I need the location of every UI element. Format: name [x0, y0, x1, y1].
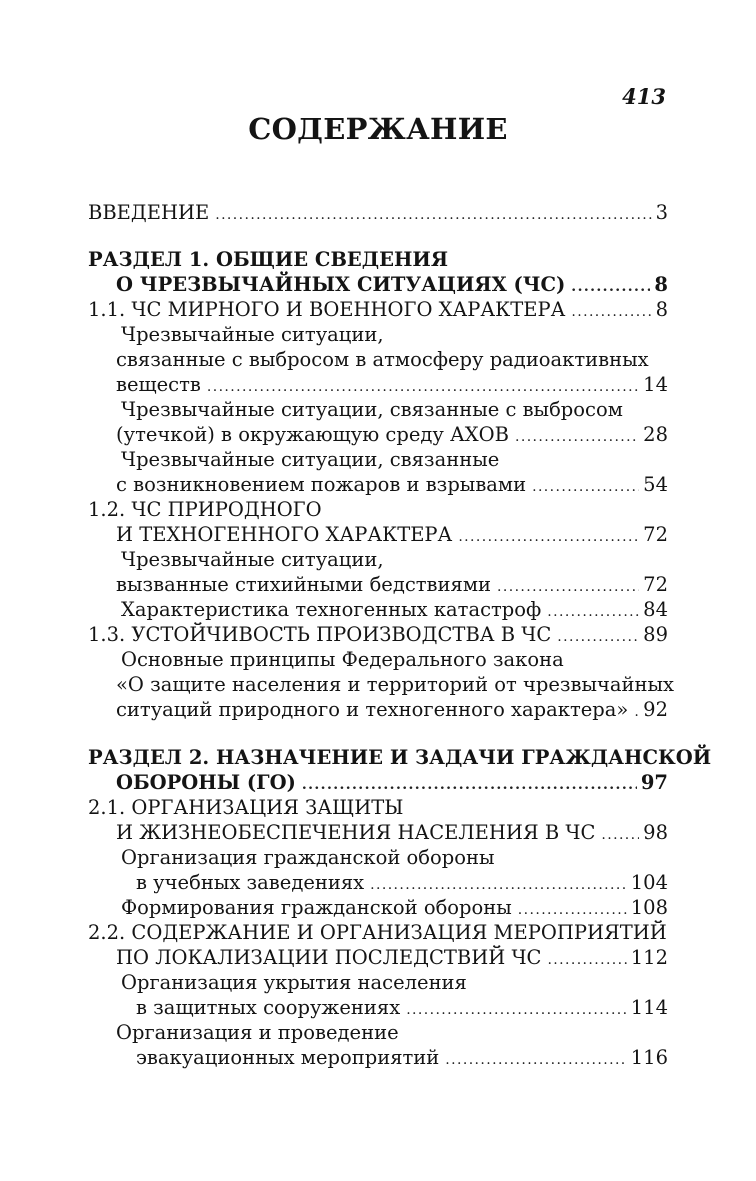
toc-entry-label: Основные принципы Федерального закона [121, 648, 564, 671]
toc-subentry-1-3-a[interactable] [88, 647, 668, 672]
toc-subentry-2-1-a-end[interactable] [88, 870, 668, 895]
toc-entry-label: ВВЕДЕНИЕ [88, 201, 210, 224]
toc-entry-label: Организация укрытия населения [121, 971, 467, 994]
toc-subentry-2-1-a[interactable] [88, 845, 668, 870]
toc-entry-1-2-end[interactable] [88, 522, 668, 547]
toc-entry-label: Чрезвычайные ситуации, [121, 548, 384, 571]
toc-entry-1-2[interactable] [88, 497, 668, 522]
toc-entry-label: Чрезвычайные ситуации, [121, 323, 384, 346]
toc-page-number: 89 [643, 623, 668, 646]
toc-entry-label: Чрезвычайные ситуации, связанные с выбросом [121, 398, 623, 421]
toc-entry-1-1[interactable] [88, 297, 668, 322]
toc-section-1-title-cont[interactable] [88, 272, 668, 297]
toc-entry-label: ПО ЛОКАЛИЗАЦИИ ПОСЛЕДСТВИЙ ЧС [116, 946, 542, 969]
toc-page-number: 112 [630, 946, 668, 969]
toc-subentry-2-2-b-end[interactable] [88, 1045, 668, 1070]
toc-entry-label: РАЗДЕЛ 1. ОБЩИЕ СВЕДЕНИЯ [88, 248, 449, 271]
toc-entry-label: Формирования гражданской обороны [121, 896, 512, 919]
toc-entry-label: 1.2. ЧС ПРИРОДНОГО [88, 498, 322, 521]
toc-page-number: 104 [630, 871, 668, 894]
toc-subentry-1-1-b-end[interactable] [88, 422, 668, 447]
dot-leader [515, 425, 639, 450]
toc-page-number: 116 [630, 1046, 668, 1069]
toc-section-1-title[interactable] [88, 247, 668, 272]
toc-entry-label: ОБОРОНЫ (ГО) [116, 771, 296, 794]
toc-subentry-2-1-b[interactable] [88, 895, 668, 920]
toc-subentry-1-1-a[interactable] [88, 322, 668, 347]
dot-leader [547, 600, 639, 625]
toc-subentry-1-1-a-cont[interactable] [88, 347, 668, 372]
dot-leader [571, 300, 651, 325]
toc-page-number: 108 [630, 896, 668, 919]
toc-entry-label: 1.1. ЧС МИРНОГО И ВОЕННОГО ХАРАКТЕРА [88, 298, 566, 321]
toc-entry-1-3[interactable] [88, 622, 668, 647]
toc-entry-2-1-end[interactable] [88, 820, 668, 845]
toc-subentry-2-2-a-end[interactable] [88, 995, 668, 1020]
toc-section-2-title[interactable] [88, 745, 712, 770]
toc-entry-label: 1.3. УСТОЙЧИВОСТЬ ПРОИЗВОДСТВА В ЧС [88, 623, 552, 646]
toc-entry-label: с возникновением пожаров и взрывами [116, 473, 527, 496]
toc-entry-label: 2.2. СОДЕРЖАНИЕ И ОРГАНИЗАЦИЯ МЕРОПРИЯТИЙ [88, 921, 667, 944]
toc-entry-2-2[interactable] [88, 920, 668, 945]
toc-entry-label: «О защите населения и территорий от чрезвычайных [116, 673, 675, 696]
toc-page-number: 92 [643, 698, 668, 721]
toc-subentry-1-3-a-end[interactable] [88, 697, 668, 722]
toc-entry-label: И ЖИЗНЕОБЕСПЕЧЕНИЯ НАСЕЛЕНИЯ В ЧС [116, 821, 596, 844]
toc-entry-2-2-end[interactable] [88, 945, 668, 970]
toc-page-number: 54 [643, 473, 668, 496]
toc-entry-label: О ЧРЕЗВЫЧАЙНЫХ СИТУАЦИЯХ (ЧС) [116, 273, 566, 296]
toc-entry-label: эвакуационных мероприятий [136, 1046, 440, 1069]
toc-section-2-title-cont[interactable] [88, 770, 668, 795]
toc-page-number: 28 [643, 423, 668, 446]
toc-entry-label: Характеристика техногенных катастроф [121, 598, 542, 621]
dot-leader [458, 525, 639, 550]
toc-subentry-1-2-b[interactable] [88, 597, 668, 622]
toc-entry-label: 2.1. ОРГАНИЗАЦИЯ ЗАЩИТЫ [88, 796, 404, 819]
dot-leader [571, 275, 650, 300]
toc-subentry-1-1-c[interactable] [88, 447, 668, 472]
dot-leader [634, 700, 639, 725]
toc-page-number: 3 [655, 201, 668, 224]
toc-entry-label: вызванные стихийными бедствиями [116, 573, 492, 596]
dot-leader [406, 998, 627, 1023]
toc-subentry-2-2-b[interactable] [88, 1020, 668, 1045]
toc-subentry-1-1-c-end[interactable] [88, 472, 668, 497]
dot-leader [547, 948, 626, 973]
dot-leader [532, 475, 639, 500]
toc-page-number: 8 [655, 298, 668, 321]
toc-entry-2-1[interactable] [88, 795, 668, 820]
toc-subentry-1-3-a-cont[interactable] [88, 672, 675, 697]
toc-subentry-1-2-a-end[interactable] [88, 572, 668, 597]
toc-page-number: 98 [643, 821, 668, 844]
toc-page-number: 114 [630, 996, 668, 1019]
dot-leader [601, 823, 639, 848]
toc-entry-intro[interactable] [88, 200, 668, 225]
toc-page-number: 84 [643, 598, 668, 621]
toc-entry-label: Организация гражданской обороны [121, 846, 495, 869]
toc-entry-label: в учебных заведениях [136, 871, 365, 894]
toc-entry-label: (утечкой) в окружающую среду АХОВ [116, 423, 509, 446]
spacer [88, 722, 668, 745]
spacer [88, 225, 668, 247]
toc-entry-label: И ТЕХНОГЕННОГО ХАРАКТЕРА [116, 523, 453, 546]
toc-page-number: 72 [643, 523, 668, 546]
toc-subentry-2-2-a[interactable] [88, 970, 668, 995]
toc-entry-label: в защитных сооружениях [136, 996, 401, 1019]
toc-entry-label: Чрезвычайные ситуации, связанные [121, 448, 500, 471]
toc-page-number: 8 [654, 273, 668, 296]
table-of-contents [88, 200, 712, 1070]
page-title: СОДЕРЖАНИЕ [248, 112, 508, 146]
toc-entry-label: РАЗДЕЛ 2. НАЗНАЧЕНИЕ И ЗАДАЧИ ГРАЖДАНСКОЙ [88, 746, 712, 769]
dot-leader [445, 1048, 626, 1073]
page-number: 413 [622, 84, 666, 109]
toc-entry-label: связанные с выбросом в атмосферу радиоактивных [116, 348, 649, 371]
dot-leader [557, 625, 639, 650]
toc-subentry-1-1-a-end[interactable] [88, 372, 668, 397]
toc-page-number: 97 [640, 771, 668, 794]
toc-entry-label: Организация и проведение [116, 1021, 399, 1044]
dot-leader [215, 203, 651, 228]
toc-entry-label: веществ [116, 373, 201, 396]
toc-subentry-1-2-a[interactable] [88, 547, 668, 572]
toc-entry-label: ситуаций природного и техногенного характера» [116, 698, 629, 721]
toc-page-number: 14 [643, 373, 668, 396]
toc-subentry-1-1-b[interactable] [88, 397, 668, 422]
toc-page-number: 72 [643, 573, 668, 596]
